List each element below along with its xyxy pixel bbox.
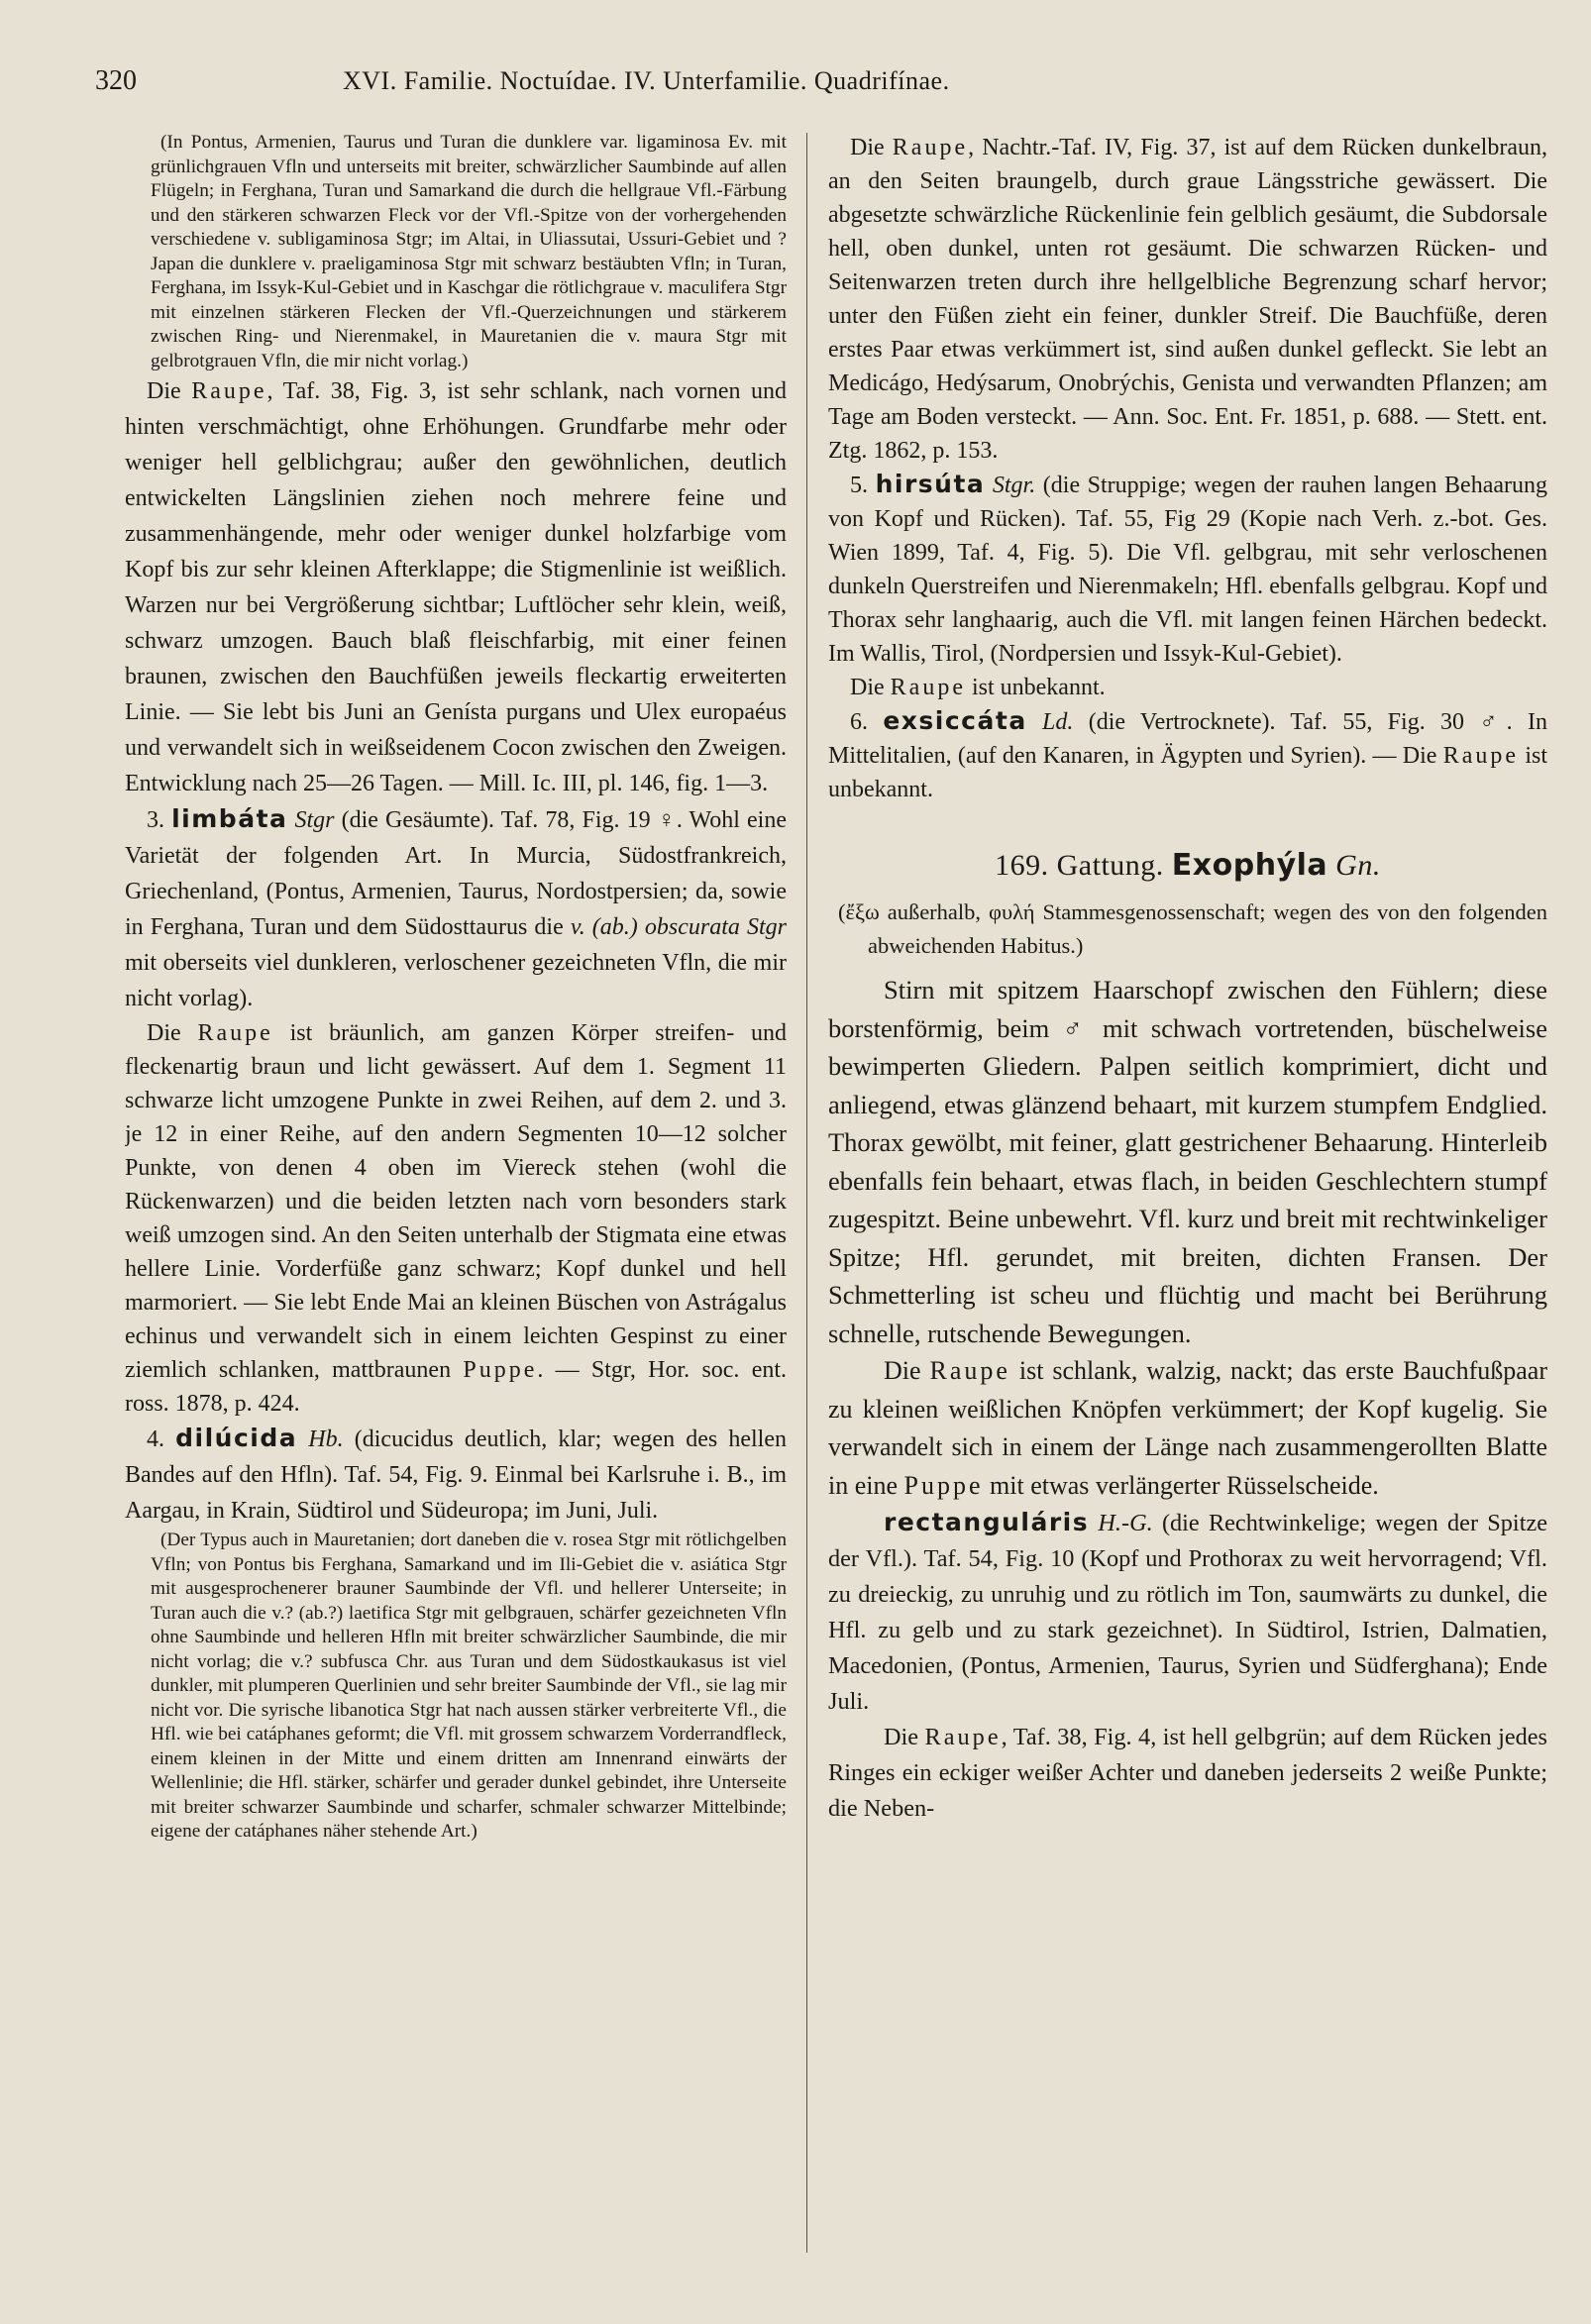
variety-name: v. (ab.) obscurata Stgr	[570, 914, 787, 940]
species-entry-exsiccata	[828, 704, 1547, 806]
genus-etymology: (ἔξω außerhalb, φυλή Stammesgenossenschaft; wegen des von den folgenden abweichenden Habitus.)	[838, 899, 1547, 958]
term-raupe: Raupe	[924, 1724, 1002, 1750]
species-entry-dilucida	[125, 1421, 787, 1529]
species-name: limbáta	[171, 804, 288, 833]
caterpillar-description-4	[828, 1720, 1547, 1827]
species-name: dilúcida	[175, 1424, 298, 1452]
species-author: Stgr.	[992, 473, 1036, 498]
text: ist schlank, walzig, nackt; das erste Bauchfußpaar zu kleinen weißlichen Knöpfen verkümmert; der Kopf kugelig. Sie verwandelt sich in einem der Länge nach zusammengerollten Blatte in eine	[828, 1356, 1547, 1500]
term-raupe: Raupe	[892, 135, 969, 160]
text: Die	[850, 675, 891, 700]
caterpillar-description-1	[125, 373, 787, 801]
genus-description: Stirn mit spitzem Haarschopf zwischen den Fühlern; diese borstenförmig, beim ♂ mit schwach vortretenden, büschelweise bewimperten Gliedern. Palpen seitlich komprimiert, dicht und anliegend, etwas glänzend behaart, mit kurzem stumpfem Endglied. Thorax gewölbt, mit feiner, glatt gestrichener Behaarung. Hinterleib ebenfalls fein behaart, etwas flach, in beiden Geschlechtern stumpf zugespitzt. Beine unbewehrt. Vfl. kurz und breit mit rechtwinkeliger Spitze; Hfl. gerundet, mit breiten, dichten Fransen. Der Schmetterling ist scheu und flüchtig und macht bei Berührung schnelle, rutschende Bewegungen.	[828, 975, 1547, 1348]
page-number: 320	[95, 65, 137, 96]
text: (die Gesäumte). Taf. 78, Fig. 19 ♀. Wohl eine Varietät der folgenden Art. In Murcia, Südostfrankreich, Griechenland, (Pontus, Armenien, Taurus, Nordostpersien; da, sowie in Ferghana, Turan und dem Südosttaurus die	[125, 807, 787, 940]
species-entry-hirsuta	[828, 468, 1547, 671]
species-author: Hb.	[308, 1426, 344, 1452]
term-raupe: Raupe	[890, 675, 966, 700]
term-raupe: Raupe	[929, 1356, 1010, 1385]
note-varieties-1: (In Pontus, Armenien, Taurus und Turan die dunklere var. ligaminosa Ev. mit grünlichgrauen Vfln und unterseits mit breiter, schwärzlicher Saumbinde auf allen Flügeln; in Ferghana, Turan und Samarkand die durch die hellgraue Vfl.-Färbung und den stärkeren schwarzen Fleck vor der Vfl.-Spitze von der vorhergehenden verschiedene v. subligaminosa Stgr; im Altai, in Uliassutai, Ussuri-Gebiet und ? Japan die dunklere v. praeligaminosa Stgr mit schwarz bestäubten Vfln; in Turan, Ferghana, im Issyk-Kul-Gebiet und in Kaschgar die rötlichgraue v. maculifera Stgr mit einzelnen stärkeren Flecken der Vfl.-Querzeichnungen und stärkerem zwischen Ring- und Nierenmakel, in Mauretanien die v. maura Stgr mit gelbrotgrauen Vfln, die mir nicht vorlag.)	[151, 132, 787, 371]
species-name: rectanguláris	[884, 1508, 1090, 1536]
genus-caterpillar	[828, 1352, 1547, 1505]
species-name: hirsúta	[875, 470, 986, 498]
term-raupe: Raupe	[1442, 743, 1520, 769]
text: mit etwas verlängerter Rüsselscheide.	[983, 1470, 1379, 1500]
text: Die	[884, 1356, 930, 1385]
text: mit oberseits viel dunkleren, verloschener gezeichneten Vfln, die mir nicht vorlag).	[125, 950, 787, 1011]
text: , Taf. 38, Fig. 4, ist hell gelbgrün; auf dem Rücken jedes Ringes ein eckiger weißer Achter und daneben jederseits 2 weiße Punkte; die Neben-	[828, 1724, 1547, 1822]
note-varieties-2: (Der Typus auch in Mauretanien; dort daneben die v. rosea Stgr mit rötlichgelben Vfln; von Pontus bis Ferghana, Samarkand und im Ili-Gebiet die v. asiática Stgr mit ausgesprochenerer brauner Saumbinde der Vfl. und hellerer Unterseite; in Turan auch die v.? (ab.?) laetifica Stgr mit gelbgrauen, schärfer gezeichneten Vfln ohne Saumbinde und helleren Hfln mit breiter schwärzlicher Saumbinde, die mir nicht vorlag; die v.? subfusca Chr. aus Turan und dem Südostkaukasus ist viel dunkler, mit plumperen Querlinien und sehr breiter Saumbinde der Vfl., sie lag mir nicht vor. Die syrische libanotica Stgr hat nach aussen stärker verbreiterte Vfl., die Hfl. wie bei catáphanes geformt; die Vfl. mit grossem schwarzem Vorderrandfleck, einem kleinen in der Mitte und einem dritten am Innenrand einwärts der Wellenlinie; die Hfl. stärker, schärfer und gerader dunkel gebindet, ihre Unterseite mit breiter schwarzer Saumbinde und scharfer, schmaler schwarzer Mittelbinde; eigene der catáphanes näher stehende Art.)	[151, 1530, 787, 1842]
left-column	[125, 131, 787, 2290]
text: (die Rechtwinkelige; wegen der Spitze der Vfl.). Taf. 54, Fig. 10 (Kopf und Prothorax zu weit hervorragend; Vfl. zu dreieckig, zu unruhig und zu rötlich im Ton, saumwärts zu dunkel, die Hfl. zu gelb und zu stark gezeichnet). In Südtirol, Istrien, Dalmatien, Macedonien, (Pontus, Armenien, Taurus, Syrien und Südferghana); Ende Juli.	[828, 1510, 1547, 1715]
term-puppe: Puppe	[463, 1357, 538, 1383]
text: (die Struppige; wegen der rauhen langen Behaarung von Kopf und Rücken). Taf. 55, Fig 29 (Kopie nach Verh. z.-bot. Ges. Wien 1899, Taf. 4, Fig. 5). Die Vfl. gelbgrau, mit sehr verloschenen dunkeln Querstreifen und Nierenmakeln; Hfl. ebenfalls gelbgrau. Kopf und Thorax sehr langhaarig, auch die Vfl. mit langen feinen Härchen bedeckt. Im Wallis, Tirol, (Nordpersien und Issyk-Kul-Gebiet).	[828, 473, 1547, 667]
species-author: Stgr	[294, 807, 335, 833]
caterpillar-description-3	[828, 131, 1547, 468]
genus-number: 169. Gattung.	[995, 849, 1164, 882]
text: Die	[884, 1724, 925, 1750]
text: , Taf. 38, Fig. 3, ist sehr schlank, nach vornen und hinten verschmächtigt, ohne Erhöhungen. Grundfarbe mehr oder weniger hell gelblichgrau; außer den gewöhnlichen, deutlich entwickelten Längslinien ziehen noch mehrere feine und zusammenhängende, mehr oder weniger dunkel holzfarbige vom Kopf bis zur sehr kleinen Afterklappe; die Stigmenlinie ist weißlich. Warzen nur bei Vergrößerung sichtbar; Luftlöcher sehr klein, weiß, schwarz umzogen. Bauch blaß fleischfarbig, mit einer feinen braunen, zwischen den Bauchfüßen jeweils fleckartig erweiterten Linie. — Sie lebt bis Juni an Genísta purgans und Ulex europaéus und verwandelt sich in weißseidenem Cocon zwischen den Zweigen. Entwicklung nach 25—26 Tagen. — Mill. Ic. III, pl. 146, fig. 1—3.	[125, 378, 787, 796]
species-number: 5.	[850, 473, 868, 498]
species-number: 3.	[147, 807, 164, 833]
text: Die	[147, 1020, 198, 1046]
species-number: 4.	[147, 1426, 164, 1452]
species-entry-rectangularis	[828, 1505, 1547, 1720]
term-raupe: Raupe	[197, 1020, 273, 1046]
species-entry-limbata	[125, 801, 787, 1016]
text: ist unbekannt.	[828, 743, 1547, 802]
caterpillar-description-2	[125, 1016, 787, 1421]
text: ist bräunlich, am ganzen Körper streifen- und fleckenartig braun und licht gewässert. Auf dem 1. Segment 11 schwarze licht umzogene Punkte in zwei Reihen, auf dem 2. und 3. je 12 in einer Reihe, auf den andern Segmenten 10—12 solcher Punkte, von denen 4 oben im Viereck stehen (wohl die Rückenwarzen) und die beiden letzten nach vorn besonders stark weiß umzogen sind. An den Seiten unterhalb der Stigmata eine etwas hellere Linie. Vorderfüße ganz schwarz; Kopf dunkel und hell marmoriert. — Sie lebt Ende Mai an kleinen Büschen von Astrágalus echinus und verwandelt sich in einem leichten Gespinst zu einer ziemlich schlanken, mattbraunen	[125, 1020, 787, 1383]
text: . — Stgr, Hor. soc. ent. ross. 1878, p. 424.	[125, 1357, 787, 1417]
text: (die Vertrocknete). Taf. 55, Fig. 30 ♂. In Mittelitalien, (auf den Kanaren, in Ägypten und Syrien). — Die	[828, 709, 1547, 769]
running-title: XVI. Familie. Noctuídae. IV. Unterfamilie. Quadrifínae.	[343, 66, 950, 95]
caterpillar-unknown-1	[828, 671, 1547, 704]
column-divider	[806, 133, 807, 2253]
term-raupe: Raupe	[191, 378, 267, 404]
species-number: 6.	[850, 709, 868, 735]
page-header	[95, 65, 1532, 115]
genus-name: Exophýla	[1171, 848, 1328, 883]
text: , Nachtr.-Taf. IV, Fig. 37, ist auf dem Rücken dunkelbraun, an den Seiten braungelb, durch graue Längsstriche gewässert. Die abgesetzte schwärzliche Rückenlinie fein gelblich gesäumt, die Subdorsale hell, oben dunkel, unten rot gesäumt. Die schwarzen Rücken- und Seitenwarzen treten durch ihre hellgelbliche Begrenzung scharf hervor; unter den Füßen zieht ein feiner, dunkler Streif. Die Bauchfüße, deren erstes Paar etwas verkümmert ist, sind außen dunkel gefleckt. Sie lebt an Medicágo, Hedýsarum, Onobrýchis, Genista und verwandten Pflanzen; am Tage am Boden versteckt. — Ann. Soc. Ent. Fr. 1851, p. 688. — Stett. ent. Ztg. 1862, p. 153.	[828, 135, 1547, 464]
species-author: H.-G.	[1098, 1510, 1153, 1536]
text: (dicucidus deutlich, klar; wegen des hellen Bandes auf den Hfln). Taf. 54, Fig. 9. Einmal bei Karlsruhe i. B., im Aargau, in Krain, Südtirol und Südeuropa; im Juni, Juli.	[125, 1426, 787, 1524]
text: Die	[147, 378, 192, 404]
text: Die	[850, 135, 893, 160]
species-name: exsiccáta	[883, 706, 1027, 735]
right-column	[828, 131, 1547, 2290]
term-puppe: Puppe	[903, 1470, 984, 1500]
text: ist unbekannt.	[965, 675, 1106, 700]
genus-heading	[828, 846, 1547, 886]
species-author: Ld.	[1042, 709, 1074, 735]
genus-author: Gn.	[1335, 849, 1381, 882]
